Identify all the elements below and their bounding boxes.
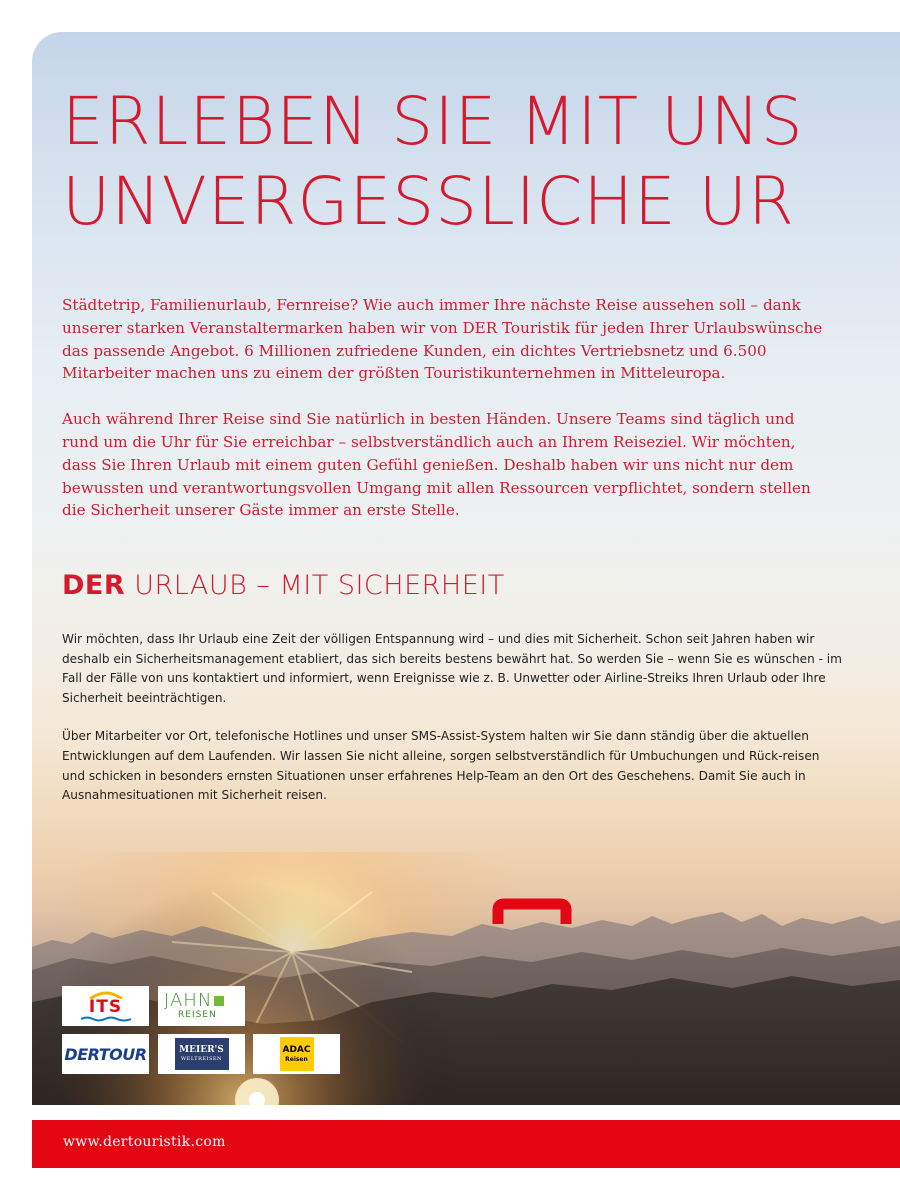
headline xyxy=(62,82,804,242)
meiers-badge xyxy=(175,1038,229,1070)
jahn-leaf-icon xyxy=(214,996,224,1006)
meiers-logo-text: MEIER'S xyxy=(179,1045,224,1055)
its-logo-text: ITS xyxy=(88,996,123,1017)
brochure-page xyxy=(32,32,900,1105)
dertour-logo-text: DERTOUR xyxy=(64,1044,147,1064)
its-logo xyxy=(62,986,149,1026)
jahn-reisen-logo xyxy=(158,986,245,1026)
adac-badge xyxy=(280,1037,314,1071)
meiers-logo-subtext: WELTREISEN xyxy=(181,1056,222,1062)
section-paragraph-1: Wir möchten, dass Ihr Urlaub eine Zeit der völligen Entspannung wird – und dies mit Sicherheit. Schon seit Jahren haben wir deshalb ein Sicherheitsmanagement etabliert, das sich bereits bestens bewährt hat. So werden Sie – wenn Sie es wünschen - im Fall der Fälle von uns kontaktiert und informiert, wenn Ereignisse wie z. B. Unwetter oder Airline-Streiks Ihren Urlaub oder Ihre Sicherheit beeinträchtigen. xyxy=(62,632,842,705)
intro-paragraph-2: Auch während Ihrer Reise sind Sie natürlich in besten Händen. Unsere Teams sind täglich und rund um die Uhr für Sie erreichbar – selbstverständlich auch an Ihrem Reiseziel. Wir möchten, dass Sie Ihren Urlaub mit einem guten Gefühl genießen. Deshalb haben wir uns nicht nur dem bewussten und verantwortungsvollen Umgang mit allen Ressourcen verpflichtet, sondern stellen die Sicherheit unserer Gäste immer an erste Stelle. xyxy=(62,410,811,520)
adac-reisen-logo xyxy=(253,1034,340,1074)
footer-bar xyxy=(32,1120,900,1168)
meiers-weltreisen-logo xyxy=(158,1034,245,1074)
its-wave-icon xyxy=(81,1016,131,1022)
headline-line-2: UNVERGESSLICHE UR xyxy=(62,163,795,240)
jahn-logo-subtext: REISEN xyxy=(178,1010,217,1020)
section-heading xyxy=(62,570,505,601)
section-heading-text: URLAUB – MIT SICHERHEIT xyxy=(125,570,505,601)
dertour-logo xyxy=(62,1034,149,1074)
adac-logo-subtext: Reisen xyxy=(285,1055,308,1063)
website-link[interactable]: www.dertouristik.com xyxy=(63,1134,226,1150)
intro-text xyxy=(62,294,832,545)
section-body xyxy=(62,630,842,825)
adac-logo-text: ADAC xyxy=(282,1044,311,1055)
section-heading-brand: DER xyxy=(62,570,126,601)
intro-paragraph-1: Städtetrip, Familienurlaub, Fernreise? Wie auch immer Ihre nächste Reise aussehen soll – dank unserer starken Veranstaltermarken haben wir von DER Touristik für jeden Ihrer Urlaubswünsche das passende Angebot. 6 Millionen zufriedene Kunden, ein dichtes Vertriebsnetz und 6.500 Mitarbeiter machen uns zu einem der größten Touristikunternehmen in Mitteleuropa. xyxy=(62,296,823,383)
section-paragraph-2: Über Mitarbeiter vor Ort, telefonische Hotlines und unser SMS-Assist-System halten wir Sie dann ständig über die aktuellen Entwicklungen auf dem Laufenden. Wir lassen Sie nicht alleine, sorgen selbstverständlich für Umbuchungen und Rück-reisen und schicken in besonders ernsten Situationen unser erfahrenes Help-Team an den Ort des Geschehens. Damit Sie auch in Ausnahmesituationen mit Sicherheit reisen. xyxy=(62,729,820,803)
headline-line-1: ERLEBEN SIE MIT UNS xyxy=(62,83,804,160)
jahn-logo-text: JAHN xyxy=(164,990,213,1011)
